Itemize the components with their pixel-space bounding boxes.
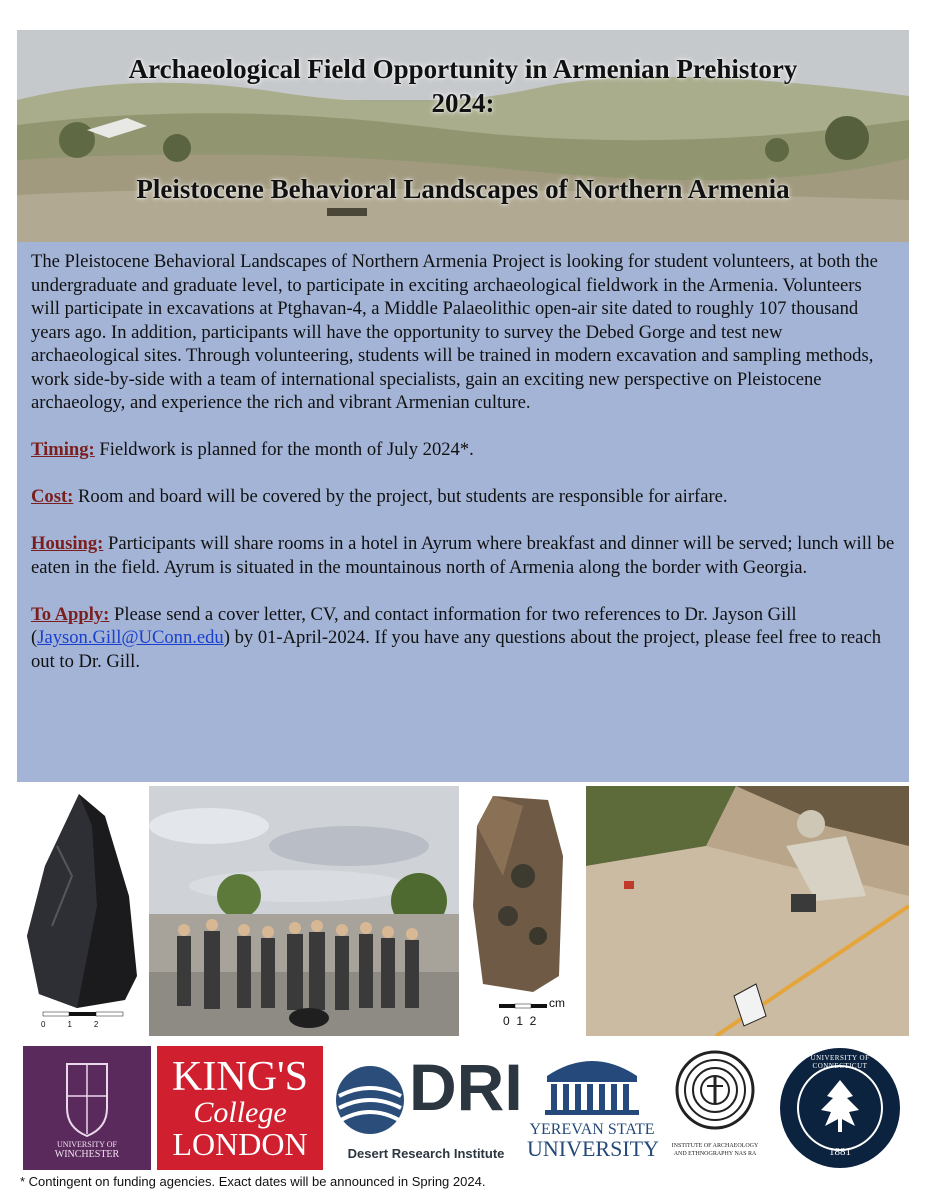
dri-abbrev: DRI xyxy=(409,1050,523,1124)
scale-bar-labels-1: 0 1 2 xyxy=(41,1020,99,1029)
uconn-ring-text: UNIVERSITY OF CONNECTICUT xyxy=(810,1054,870,1070)
timing-paragraph xyxy=(31,438,895,462)
ysu-line2: UNIVERSITY xyxy=(527,1136,659,1161)
cost-paragraph xyxy=(31,485,895,509)
footnote: * Contingent on funding agencies. Exact dates will be announced in Spring 2024. xyxy=(20,1174,486,1189)
scale-ticks-2: 0 1 2 xyxy=(503,1014,537,1028)
cost-label: Cost: xyxy=(31,486,74,507)
team-photo xyxy=(149,786,459,1036)
description-box xyxy=(17,242,909,782)
iae-line2: AND ETHNOGRAPHY NAS RA xyxy=(673,1151,757,1157)
apply-label: To Apply: xyxy=(31,603,110,625)
timing-label: Timing: xyxy=(31,439,95,460)
kcl-line1: KING'S xyxy=(172,1054,308,1100)
winchester-line1: UNIVERSITY OF xyxy=(57,1140,117,1149)
artifact-photo-1 xyxy=(17,786,147,1036)
scale-unit-2: cm xyxy=(549,996,565,1010)
header-banner xyxy=(17,30,909,242)
apply-text-2: ) by 01-April-2024. If you have any questions about the project, please feel free to reach out to Dr. Gill. xyxy=(31,627,881,672)
dri-logo xyxy=(331,1046,521,1170)
apply-text-1: Please send a cover letter, CV, and contact information for two references to Dr. Jayson Gill ( xyxy=(31,603,797,648)
kcl-line3: LONDON xyxy=(172,1126,308,1162)
kcl-line2: College xyxy=(193,1096,287,1129)
dri-name: Desert Research Institute xyxy=(347,1146,505,1161)
page-subtitle: Pleistocene Behavioral Landscapes of Northern Armenia xyxy=(136,174,790,204)
partner-logos xyxy=(17,1040,909,1172)
ysu-logo xyxy=(527,1046,657,1170)
cost-text: Room and board will be covered by the project, but students are responsible for airfare. xyxy=(73,486,728,507)
page-title: Archaeological Field Opportunity in Armenian Prehistory 2024: xyxy=(128,54,798,118)
kings-college-logo xyxy=(157,1046,323,1170)
ysu-line1: YEREVAN STATE xyxy=(529,1121,655,1138)
iae-line1: INSTITUTE OF ARCHAEOLOGY xyxy=(671,1143,759,1149)
uconn-year: 1881 xyxy=(829,1146,851,1158)
uconn-seal xyxy=(773,1046,907,1170)
intro-paragraph: The Pleistocene Behavioral Landscapes of Northern Armenia Project is looking for student volunteers, at both the undergraduate and graduate level, to participate in exciting archaeological fieldwork in the Armenia. Volunteers will participate in excavations at Ptghavan-4, a Middle Palaeolithic open-air site dated to roughly 107 thousand years ago. In addition, participants will have the opportunity to survey the Debed Gorge and test new archaeological sites. Through volunteering, students will be trained in modern excavation and sampling methods, work side-by-side with a team of international specialists, gain an exciting new perspective on Pleistocene archaeology, and experience the rich and vibrant Armenian culture. xyxy=(31,251,878,413)
iae-logo xyxy=(663,1046,767,1170)
winchester-logo xyxy=(23,1046,151,1170)
artifact-photo-2 xyxy=(463,786,583,1036)
timing-text: Fieldwork is planned for the month of July 2024*. xyxy=(94,439,474,460)
housing-paragraph xyxy=(31,532,895,579)
email-link[interactable]: Jayson.Gill@UConn.edu xyxy=(37,627,224,648)
excavation-photo xyxy=(586,786,909,1036)
winchester-line2: WINCHESTER xyxy=(54,1149,120,1160)
housing-label: Housing: xyxy=(31,533,104,554)
apply-paragraph xyxy=(31,603,895,674)
housing-text: Participants will share rooms in a hotel in Ayrum where breakfast and dinner will be served; lunch will be eaten in the field. Ayrum is situated in the mountainous north of Armenia along the border with Georgia. xyxy=(31,533,895,578)
